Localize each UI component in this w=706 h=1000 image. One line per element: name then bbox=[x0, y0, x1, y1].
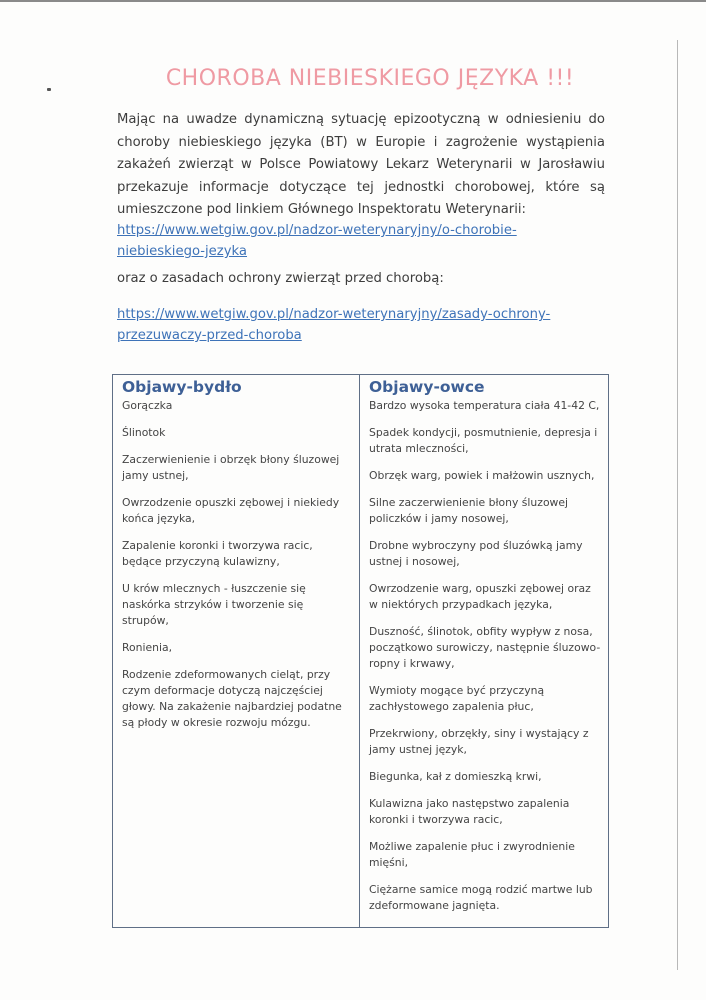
cattle-symptom-item: Ronienia, bbox=[122, 641, 172, 654]
cattle-symptom-item: Ślinotok bbox=[122, 426, 166, 439]
cattle-symptoms-list bbox=[122, 398, 353, 731]
sheep-symptom-item: Możliwe zapalenie płuc i zwyrodnienie mięśni, bbox=[369, 840, 575, 869]
sheep-symptom-item: Bardzo wysoka temperatura ciała 41-42 C, bbox=[369, 399, 600, 412]
scan-mark bbox=[47, 88, 51, 91]
cattle-symptoms-column bbox=[113, 375, 360, 928]
cattle-symptom-item: U krów mlecznych - łuszczenie się naskórka strzyków i tworzenie się strupów, bbox=[122, 582, 306, 627]
sheep-symptom-item: Spadek kondycji, posmutnienie, depresja i utrata mleczności, bbox=[369, 426, 598, 455]
protection-intro-text: oraz o zasadach ochrony zwierząt przed chorobą: bbox=[117, 271, 444, 286]
symptoms-table bbox=[112, 374, 609, 928]
sheep-symptom-item: Owrzodzenie warg, opuszki zębowej oraz w niektórych przypadkach języka, bbox=[369, 582, 591, 611]
sheep-symptoms-list bbox=[369, 398, 602, 914]
sheep-symptom-item: Drobne wybroczyny pod śluzówką jamy ustnej i nosowej, bbox=[369, 539, 583, 568]
page-title: CHOROBA NIEBIESKIEGO JĘZYKA !!! bbox=[165, 66, 575, 91]
cattle-symptom-item: Gorączka bbox=[122, 399, 173, 412]
sheep-symptom-item: Przekrwiony, obrzękły, siny i wystający z jamy ustnej język, bbox=[369, 727, 589, 756]
cattle-symptom-item: Owrzodzenie opuszki zębowej i niekiedy końca języka, bbox=[122, 496, 340, 525]
sheep-symptom-item: Silne zaczerwienienie błony śluzowej policzków i jamy nosowej, bbox=[369, 496, 569, 525]
top-edge-line bbox=[0, 0, 706, 2]
sheep-symptoms-column bbox=[360, 375, 609, 928]
sheep-symptom-item: Biegunka, kał z domieszką krwi, bbox=[369, 770, 542, 783]
sheep-symptom-item: Ciężarne samice mogą rodzić martwe lub zdeformowane jagnięta. bbox=[369, 883, 593, 912]
sheep-symptom-item: Wymioty mogące być przyczyną zachłystowego zapalenia płuc, bbox=[369, 684, 545, 713]
cattle-symptom-item: Rodzenie zdeformowanych cieląt, przy czym deformacje dotyczą najczęściej głowy. Na zakażenie najbardziej podatne są płody w okresie rozwoju mózgu. bbox=[122, 668, 342, 729]
page-fold-line bbox=[677, 40, 678, 970]
cattle-symptom-item: Zapalenie koronki i tworzywa racic, będące przyczyną kulawizny, bbox=[122, 539, 313, 568]
link-about-disease[interactable]: https://www.wetgiw.gov.pl/nadzor-weterynaryjny/o-chorobie-niebieskiego-jezyka bbox=[117, 223, 517, 259]
sheep-symptom-item: Kulawizna jako następstwo zapalenia koronki i tworzywa racic, bbox=[369, 797, 570, 826]
intro-paragraph: Mając na uwadze dynamiczną sytuację epizootyczną w odniesieniu do choroby niebieskiego języka (BT) w Europie i zagrożenie wystąpienia zakażeń zwierząt w Polsce Powiatowy Lekarz Weterynarii w Jarosławiu przekazuje informacje dotyczące tej jednostki chorobowej, które są umieszczone pod linkiem Głównego Inspektoratu Weterynarii: bbox=[117, 112, 605, 217]
sheep-symptom-item: Duszność, ślinotok, obfity wypływ z nosa, początkowo surowiczy, następnie śluzowo-ropny i krwawy, bbox=[369, 625, 601, 670]
cattle-heading: Objawy-bydło bbox=[122, 378, 242, 396]
cattle-symptom-item: Zaczerwienienie i obrzęk błony śluzowej jamy ustnej, bbox=[122, 453, 340, 482]
sheep-symptom-item: Obrzęk warg, powiek i małżowin usznych, bbox=[369, 469, 595, 482]
sheep-heading: Objawy-owce bbox=[369, 378, 485, 396]
link-protection-rules[interactable]: https://www.wetgiw.gov.pl/nadzor-weterynaryjny/zasady-ochrony-przezuwaczy-przed-choroba bbox=[117, 307, 551, 343]
